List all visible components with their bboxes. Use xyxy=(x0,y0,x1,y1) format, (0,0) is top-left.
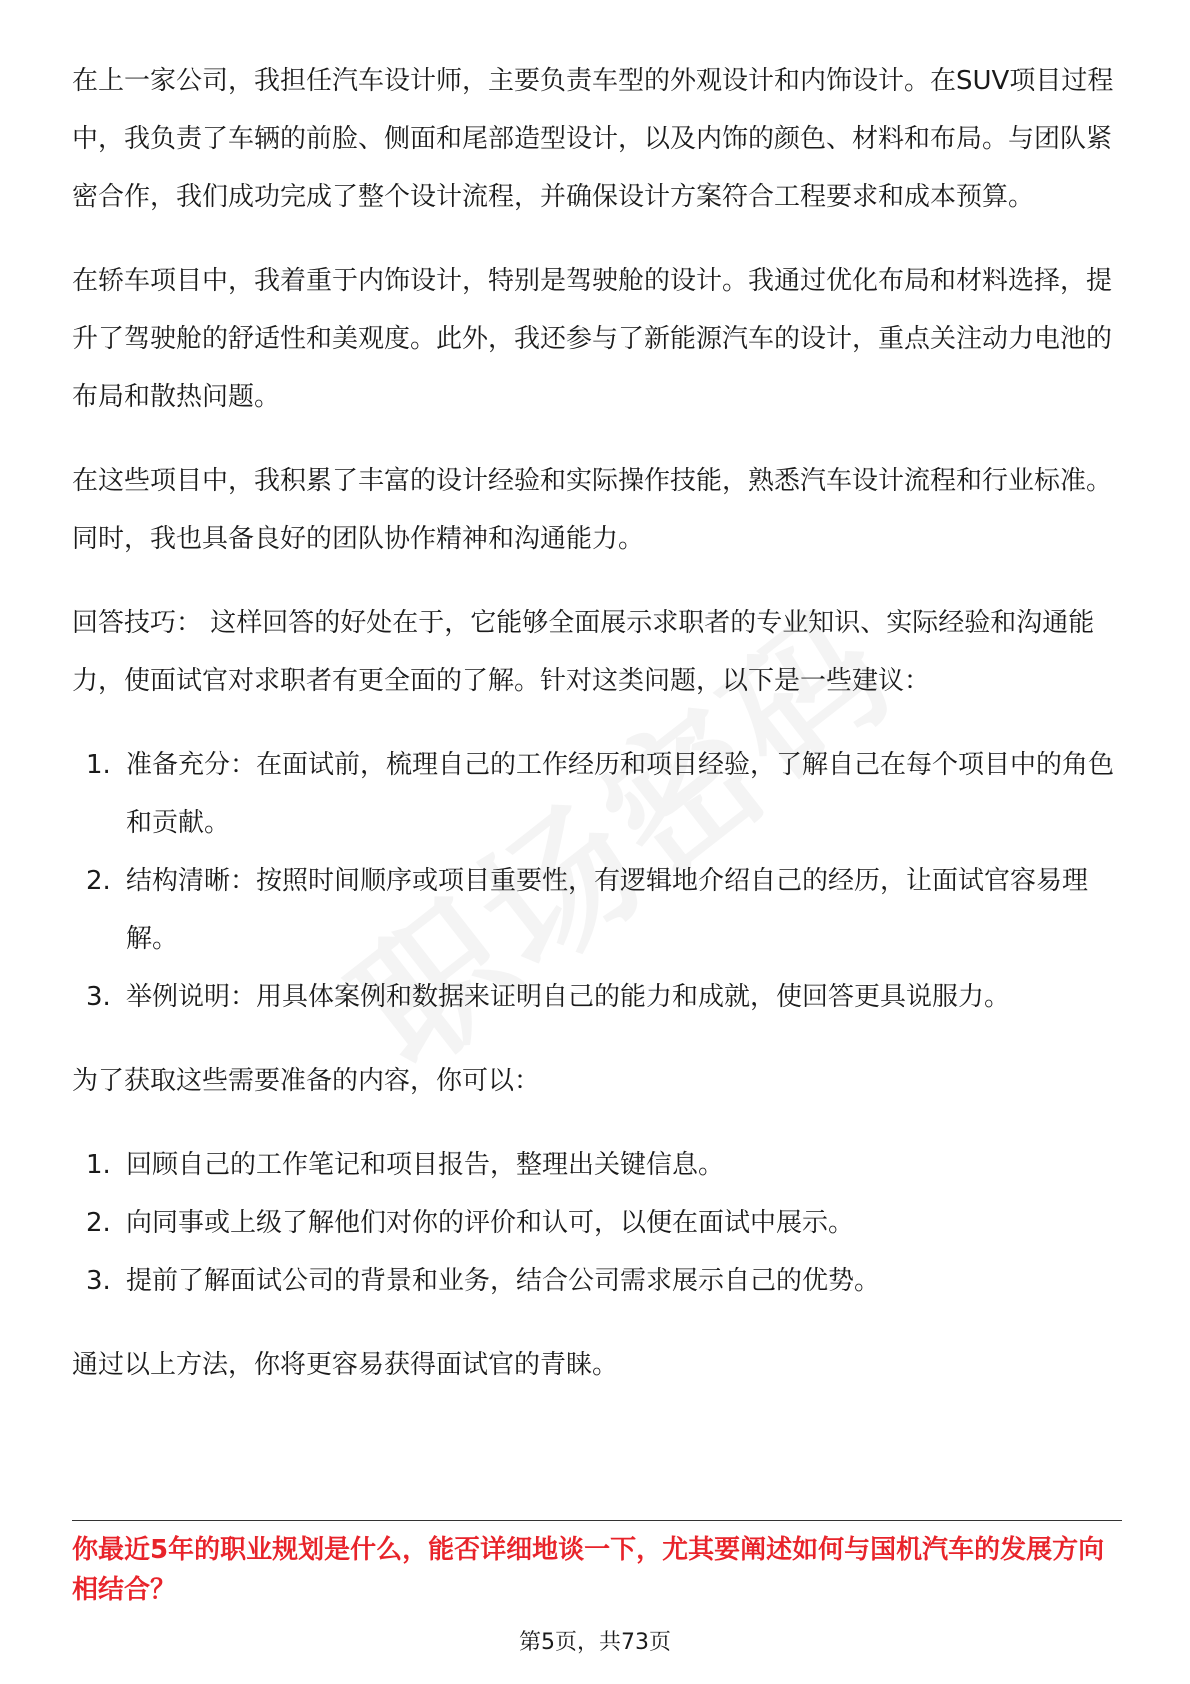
list-item xyxy=(72,736,1122,852)
next-question-heading: 你最近5年的职业规划是什么，能否详细地谈一下，尤其要阐述如何与国机汽车的发展方向相结合？ xyxy=(72,1535,1105,1605)
list-number: 2. xyxy=(86,1208,111,1238)
list-item xyxy=(72,968,1122,1026)
page-content xyxy=(72,52,1122,1420)
list-number: 1. xyxy=(86,750,111,780)
list-number: 3. xyxy=(86,982,111,1012)
preparation-list xyxy=(72,1136,1122,1310)
list-item-text: 举例说明：用具体案例和数据来证明自己的能力和成就，使回答更具说服力。 xyxy=(126,982,1011,1012)
list-item-text: 结构清晰：按照时间顺序或项目重要性，有逻辑地介绍自己的经历，让面试官容易理解。 xyxy=(126,866,1089,954)
paragraph-previous-role: 在上一家公司，我担任汽车设计师，主要负责车型的外观设计和内饰设计。在SUV项目过程中，我负责了车辆的前脸、侧面和尾部造型设计，以及内饰的颜色、材料和布局。与团队紧密合作，我们成功完成了整个设计流程，并确保设计方案符合工程要求和成本预算。 xyxy=(72,66,1114,212)
tips-list xyxy=(72,736,1122,1026)
page-number-footer: 第5页，共73页 xyxy=(519,1630,671,1655)
section-divider xyxy=(72,1520,1122,1521)
list-item-text: 回顾自己的工作笔记和项目报告，整理出关键信息。 xyxy=(126,1150,725,1180)
list-item-text: 提前了解面试公司的背景和业务，结合公司需求展示自己的优势。 xyxy=(126,1266,881,1296)
paragraph-experience-summary: 在这些项目中，我积累了丰富的设计经验和实际操作技能，熟悉汽车设计流程和行业标准。同时，我也具备良好的团队协作精神和沟通能力。 xyxy=(72,466,1113,554)
paragraph-conclusion: 通过以上方法，你将更容易获得面试官的青睐。 xyxy=(72,1350,619,1380)
list-item-text: 向同事或上级了解他们对你的评价和认可，以便在面试中展示。 xyxy=(126,1208,855,1238)
list-item-text: 准备充分：在面试前，梳理自己的工作经历和项目经验，了解自己在每个项目中的角色和贡献。 xyxy=(126,750,1115,838)
list-item xyxy=(72,1194,1122,1252)
list-item xyxy=(72,1136,1122,1194)
list-number: 2. xyxy=(86,866,111,896)
paragraph-answer-tips: 回答技巧： 这样回答的好处在于，它能够全面展示求职者的专业知识、实际经验和沟通能力，使面试官对求职者有更全面的了解。针对这类问题，以下是一些建议： xyxy=(72,608,1095,696)
paragraph-sedan-project: 在轿车项目中，我着重于内饰设计，特别是驾驶舱的设计。我通过优化布局和材料选择，提升了驾驶舱的舒适性和美观度。此外，我还参与了新能源汽车的设计，重点关注动力电池的布局和散热问题。 xyxy=(72,266,1113,412)
list-number: 1. xyxy=(86,1150,111,1180)
list-item xyxy=(72,852,1122,968)
list-number: 3. xyxy=(86,1266,111,1296)
paragraph-preparation-intro: 为了获取这些需要准备的内容，你可以： xyxy=(72,1066,541,1096)
list-item xyxy=(72,1252,1122,1310)
